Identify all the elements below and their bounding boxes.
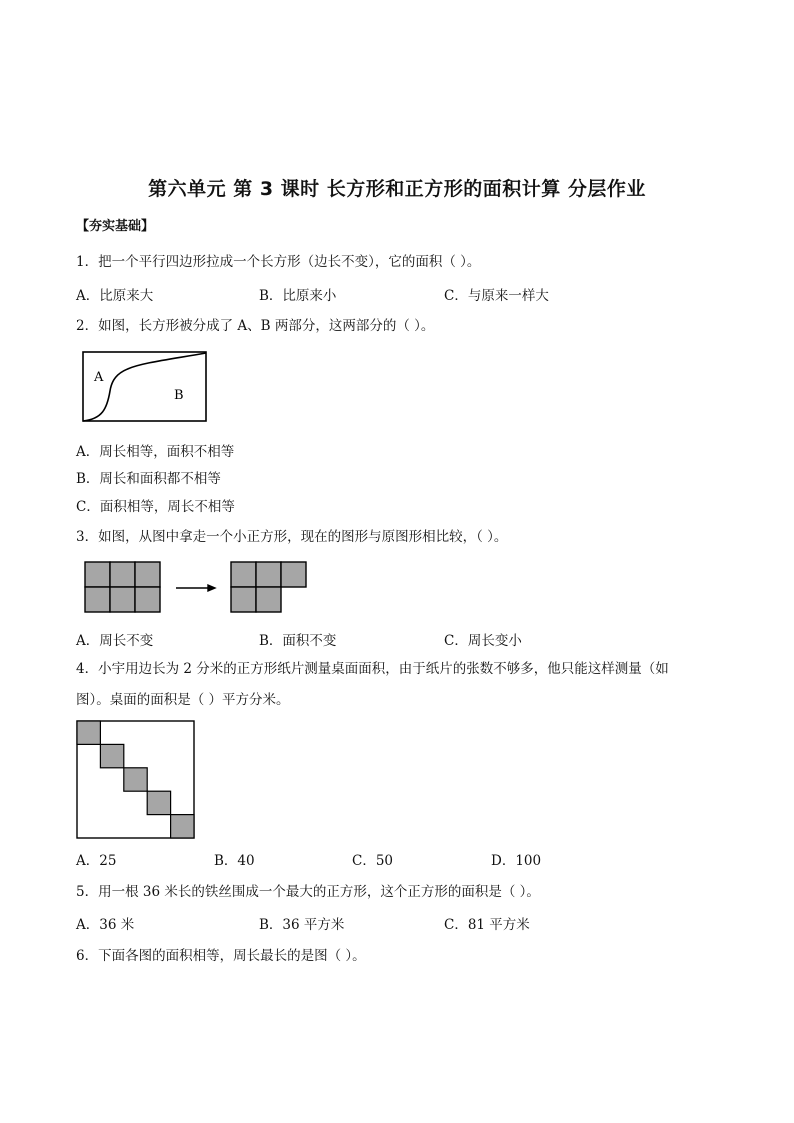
question-4-option-d: D．100 <box>491 853 542 869</box>
question-2-option-a: A．周长相等，面积不相等 <box>76 444 235 460</box>
label-b: B <box>174 388 184 403</box>
question-5-option-b: B．36 平方米 <box>259 917 345 933</box>
label-a: A <box>94 370 104 385</box>
question-2-figure <box>82 351 208 423</box>
question-3-option-a: A．周长不变 <box>76 633 154 649</box>
question-3-stem: 3．如图，从图中拿走一个小正方形，现在的图形与原图形相比较，（ ）。 <box>76 529 508 545</box>
question-2-stem: 2．如图，长方形被分成了 A、B 两部分，这两部分的（ ）。 <box>76 318 435 334</box>
question-2-option-c: C．面积相等，周长不相等 <box>76 499 235 515</box>
page-title: 第六单元 第 3 课时 长方形和正方形的面积计算 分层作业 <box>148 178 646 200</box>
section-heading: 【夯实基础】 <box>76 219 155 234</box>
figure-rectangle <box>83 352 206 421</box>
question-3-option-c: C．周长变小 <box>444 633 522 649</box>
question-4-figure <box>76 720 196 840</box>
question-3-figure <box>84 561 314 615</box>
new-shape <box>231 562 306 612</box>
question-5-option-c: C．81 平方米 <box>444 917 530 933</box>
question-4-option-c: C．50 <box>352 853 394 869</box>
question-4-stem-line-2: 图）。桌面的面积是（ ）平方分米。 <box>76 692 290 708</box>
question-1-option-c: C．与原来一样大 <box>444 288 549 304</box>
question-1-option-b: B．比原来小 <box>259 288 337 304</box>
arrow-icon <box>176 585 215 591</box>
question-4-option-b: B．40 <box>214 853 255 869</box>
original-shape <box>85 562 160 612</box>
question-5-stem: 5．用一根 36 米长的铁丝围成一个最大的正方形，这个正方形的面积是（ ）。 <box>76 884 540 900</box>
question-1-option-a: A．比原来大 <box>76 288 154 304</box>
question-5-option-a: A．36 米 <box>76 917 135 933</box>
question-4-stem-line-1: 4．小宇用边长为 2 分米的正方形纸片测量桌面面积，由于纸片的张数不够多，他只能这样测量（如 <box>76 661 669 677</box>
question-1-stem: 1．把一个平行四边形拉成一个长方形（边长不变），它的面积（ ）。 <box>76 254 481 270</box>
question-4-option-a: A．25 <box>76 853 117 869</box>
question-6-stem: 6．下面各图的面积相等，周长最长的是图（ ）。 <box>76 948 366 964</box>
question-3-option-b: B．面积不变 <box>259 633 337 649</box>
question-2-option-b: B．周长和面积都不相等 <box>76 471 221 487</box>
